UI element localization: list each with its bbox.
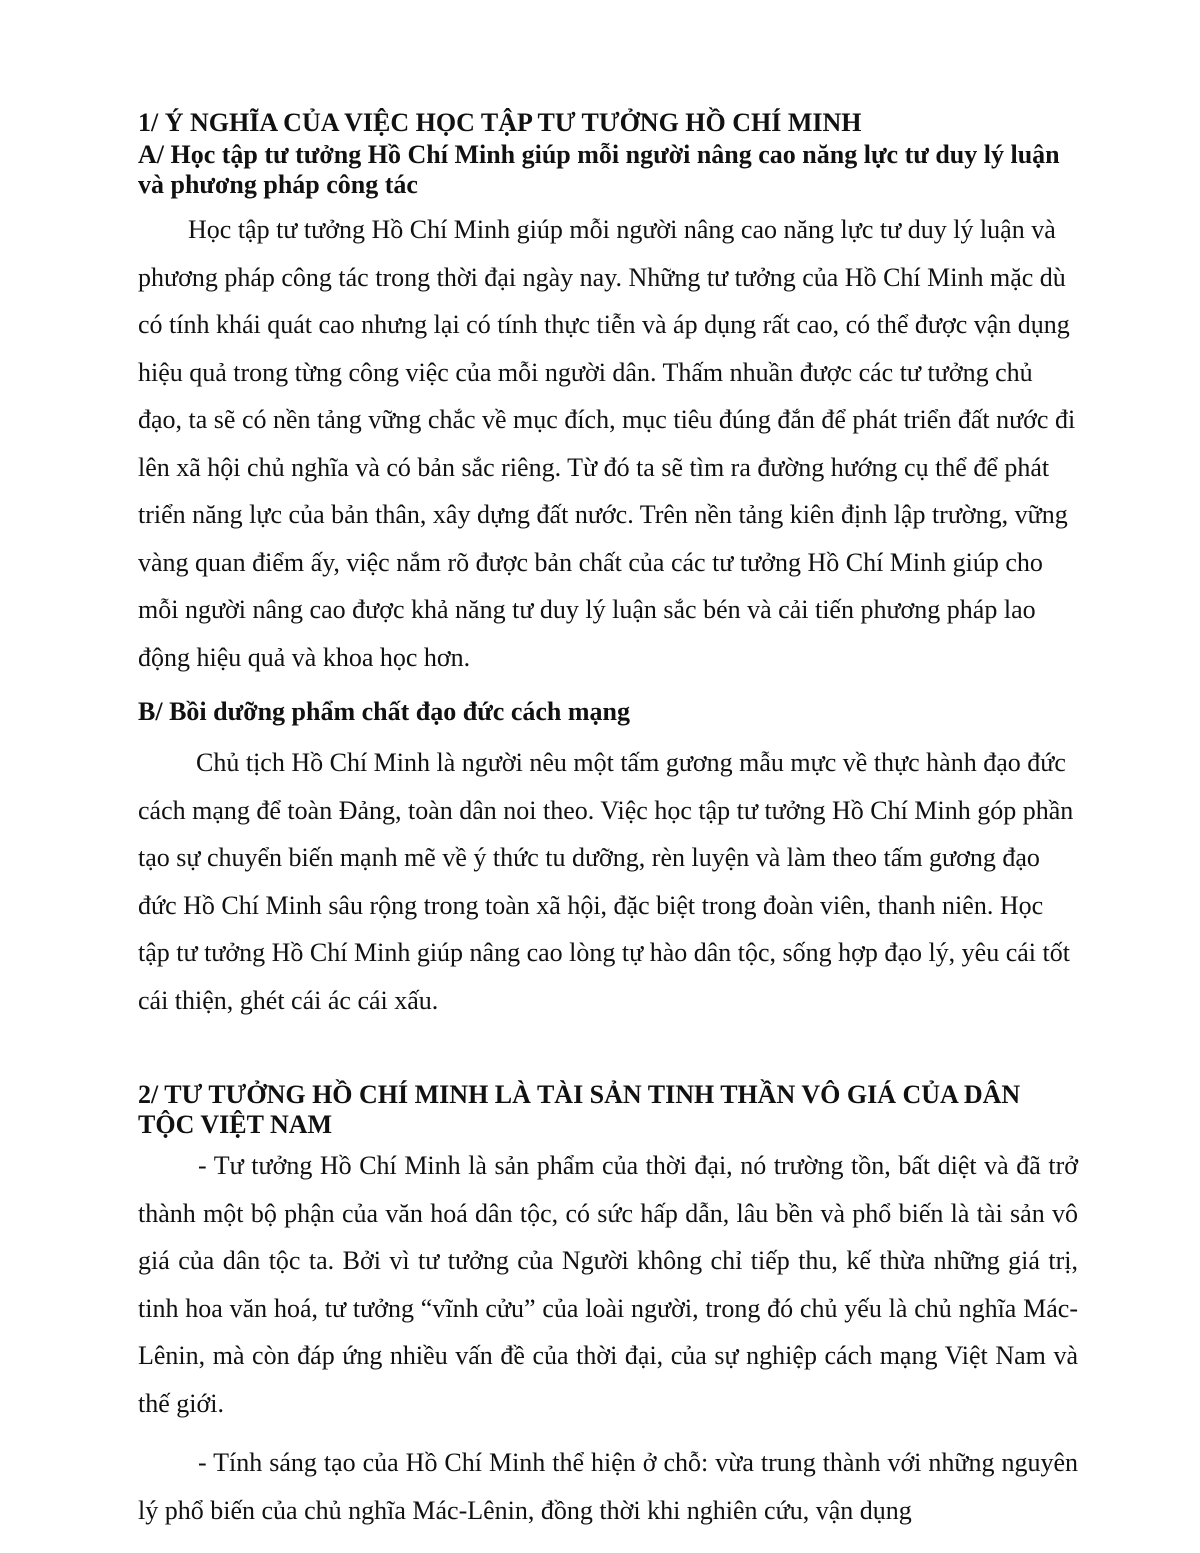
section-1a-paragraph: Học tập tư tưởng Hồ Chí Minh giúp mỗi người nâng cao năng lực tư duy lý luận và phương pháp công tác trong thời đại ngày nay. Những tư tưởng của Hồ Chí Minh mặc dù có tính khái quát cao nhưng lại có tính thực tiễn và áp dụng rất cao, có thể được vận dụng hiệu quả trong từng công việc của mỗi người dân. Thấm nhuần được các tư tưởng chủ đạo, ta sẽ có nền tảng vững chắc về mục đích, mục tiêu đúng đắn để phát triển đất nước đi lên xã hội chủ nghĩa và có bản sắc riêng. Từ đó ta sẽ tìm ra đường hướng cụ thể để phát triển năng lực của bản thân, xây dựng đất nước. Trên nền tảng kiên định lập trường, vững vàng quan điểm ấy, việc nắm rõ được bản chất của các tư tưởng Hồ Chí Minh giúp cho mỗi người nâng cao được khả năng tư duy lý luận sắc bén và cải tiến phương pháp lao động hiệu quả và khoa học hơn. — [138, 215, 1076, 672]
section-1a-heading: A/ Học tập tư tưởng Hồ Chí Minh giúp mỗi người nâng cao năng lực tư duy lý luận và phương pháp công tác — [138, 140, 1060, 199]
section-2-paragraph-1: - Tư tưởng Hồ Chí Minh là sản phẩm của thời đại, nó trường tồn, bất diệt và đã trở thành một bộ phận của văn hoá dân tộc, có sức hấp dẫn, lâu bền và phổ biến là tài sản vô giá của dân tộc ta. Bởi vì tư tưởng của Người không chỉ tiếp thu, kế thừa những giá trị, tinh hoa văn hoá, tư tưởng “vĩnh cửu” của loài người, trong đó chủ yếu là chủ nghĩa Mác-Lênin, mà còn đáp ứng nhiều vấn đề của thời đại, của sự nghiệp cách mạng Việt Nam và thế giới. — [138, 1151, 1078, 1418]
section-1-title: 1/ Ý NGHĨA CỦA VIỆC HỌC TẬP TƯ TƯỞNG HỒ CHÍ MINH — [138, 108, 862, 137]
section-2-title: 2/ TƯ TƯỞNG HỒ CHÍ MINH LÀ TÀI SẢN TINH THẦN VÔ GIÁ CỦA DÂN TỘC VIỆT NAM — [138, 1080, 1021, 1139]
section-1b-heading: B/ Bồi dưỡng phẩm chất đạo đức cách mạng — [138, 697, 631, 726]
section-2-paragraph-2: - Tính sáng tạo của Hồ Chí Minh thể hiện ở chỗ: vừa trung thành với những nguyên lý phổ biến của chủ nghĩa Mác-Lênin, đồng thời khi nghiên cứu, vận dụng — [138, 1448, 1078, 1525]
section-1b-paragraph: Chủ tịch Hồ Chí Minh là người nêu một tấm gương mẫu mực về thực hành đạo đức cách mạng để toàn Đảng, toàn dân noi theo. Việc học tập tư tưởng Hồ Chí Minh góp phần tạo sự chuyển biến mạnh mẽ về ý thức tu dưỡng, rèn luyện và làm theo tấm gương đạo đức Hồ Chí Minh sâu rộng trong toàn xã hội, đặc biệt trong đoàn viên, thanh niên. Học tập tư tưởng Hồ Chí Minh giúp nâng cao lòng tự hào dân tộc, sống hợp đạo lý, yêu cái tốt cái thiện, ghét cái ác cái xấu. — [138, 748, 1074, 1015]
